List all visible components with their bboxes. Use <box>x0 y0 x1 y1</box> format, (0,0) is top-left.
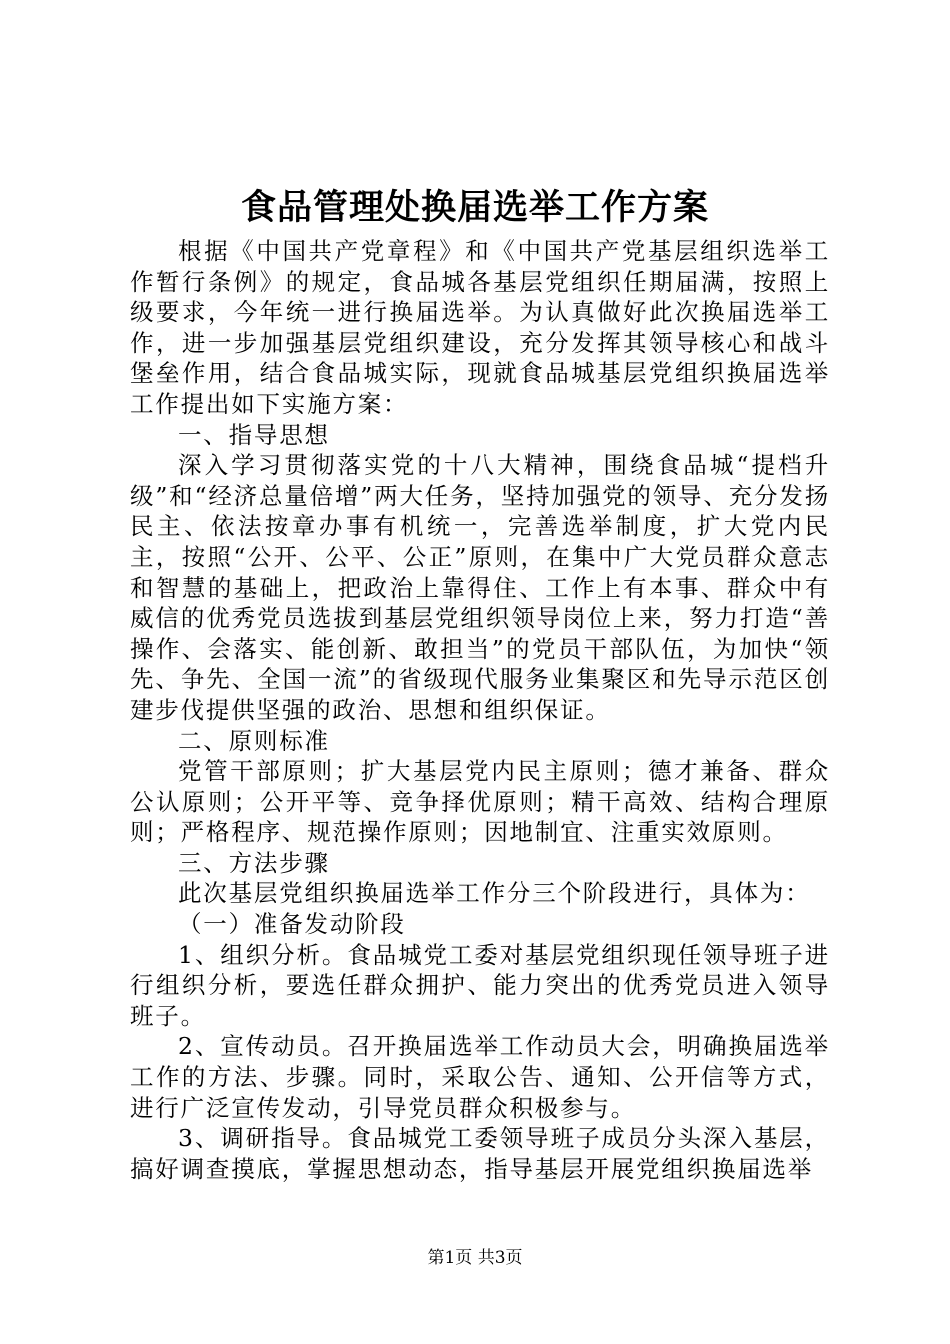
step-research-guidance: 3、调研指导。食品城党工委领导班子成员分头深入基层，搞好调查摸底，掌握思想动态，指导基层开展党组织换届选举 <box>130 1124 830 1183</box>
principles-paragraph: 党管干部原则；扩大基层党内民主原则；德才兼备、群众公认原则；公开平等、竞争择优原则；精干高效、结构合理原则；严格程序、规范操作原则；因地制宜、注重实效原则。 <box>130 757 830 847</box>
step-publicity-mobilization: 2、宣传动员。召开换届选举工作动员大会，明确换届选举工作的方法、步骤。同时，采取公告、通知、公开信等方式，进行广泛宣传发动，引导党员群众积极参与。 <box>130 1032 830 1122</box>
guiding-thought-paragraph: 深入学习贯彻落实党的十八大精神，围绕食品城“提档升级”和“经济总量倍增”两大任务，坚持加强党的领导、充分发扬民主、依法按章办事有机统一，完善选举制度，扩大党内民主，按照“公开、公平、公正”原则，在集中广大党员群众意志和智慧的基础上，把政治上靠得住、工作上有本事、群众中有威信的优秀党员选拔到基层党组织领导岗位上来，努力打造“善操作、会落实、能创新、敢担当”的党员干部队伍，为加快“领先、争先、全国一流”的省级现代服务业集聚区和先导示范区创建步伐提供坚强的政治、思想和组织保证。 <box>130 451 830 724</box>
subsection-heading-preparation: （一）准备发动阶段 <box>178 910 406 939</box>
document-body <box>130 236 830 1184</box>
page-footer: 第1页 共3页 <box>427 1248 523 1268</box>
methods-intro-paragraph: 此次基层党组织换届选举工作分三个阶段进行，具体为： <box>178 879 811 908</box>
document-title: 食品管理处换届选举工作方案 <box>240 187 709 228</box>
intro-paragraph: 根据《中国共产党章程》和《中国共产党基层组织选举工作暂行条例》的规定，食品城各基层党组织任期届满，按照上级要求，今年统一进行换届选举。为认真做好此次换届选举工作，进一步加强基层党组织建设，充分发挥其领导核心和战斗堡垒作用，结合食品城实际，现就食品城基层党组织换届选举工作提出如下实施方案： <box>130 237 830 418</box>
section-heading-guiding-thought: 一、指导思想 <box>178 420 330 449</box>
section-heading-principles: 二、原则标准 <box>178 726 330 755</box>
section-heading-methods: 三、方法步骤 <box>178 848 330 877</box>
step-organization-analysis: 1、组织分析。食品城党工委对基层党组织现任领导班子进行组织分析，要选任群众拥护、能力突出的优秀党员进入领导班子。 <box>130 940 830 1030</box>
